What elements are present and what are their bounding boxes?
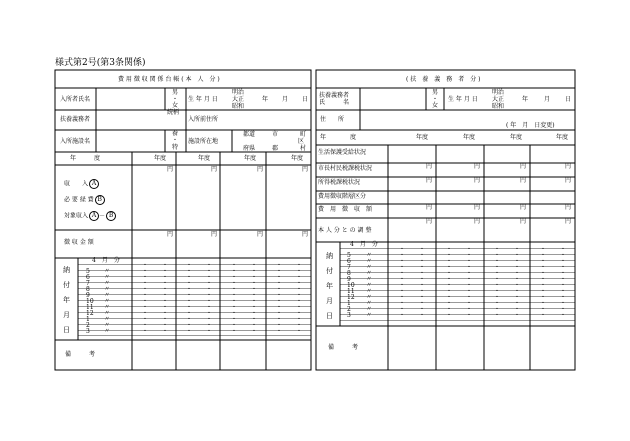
month-number: 1 bbox=[347, 300, 351, 307]
payment-date-char: 納 bbox=[63, 266, 70, 274]
supporter-name-label-1: 扶養義務者 bbox=[319, 92, 350, 99]
left-nendo-2: 年度 bbox=[198, 155, 211, 162]
month-dot-mark: ・ ・ bbox=[276, 286, 307, 293]
month-dot-mark: ・ ・ bbox=[231, 328, 262, 335]
right-nendo-2: 年度 bbox=[463, 134, 476, 141]
month-dot-mark: ・ ・ bbox=[186, 286, 217, 293]
month-dot-mark: ・ ・ bbox=[186, 274, 217, 281]
addr-ku: 区 bbox=[298, 138, 305, 145]
right-sex-male: 男 bbox=[432, 89, 439, 96]
left-yen-6: 円 bbox=[211, 231, 218, 238]
month-dot-mark: ・ ・ bbox=[399, 288, 430, 295]
month-dot-mark: ・ ・ bbox=[231, 280, 262, 287]
month-dot-mark: ・ ・ bbox=[399, 264, 430, 271]
right-yen-b1: 円 bbox=[426, 177, 433, 184]
month-dot-mark: ・ ・ bbox=[231, 310, 262, 317]
left-yen-2: 円 bbox=[211, 166, 218, 173]
month-dot-mark: ・ ・ bbox=[494, 276, 525, 283]
right-birth-month: 月 bbox=[544, 96, 551, 103]
right-yen-c1: 円 bbox=[426, 204, 433, 211]
addr-shi: 市 bbox=[272, 131, 279, 138]
month-dot-mark: ・ ・ bbox=[142, 262, 173, 269]
ditto-mark: 〃 bbox=[366, 306, 373, 313]
type-you: 養 bbox=[172, 130, 179, 137]
right-yen-a4: 円 bbox=[565, 163, 572, 170]
resident-name-label: 入所者氏名 bbox=[60, 96, 91, 103]
month-dot-mark: ・ ・ bbox=[399, 312, 430, 319]
month-dot-mark: ・ ・ bbox=[446, 276, 477, 283]
birth-day: 日 bbox=[302, 96, 309, 103]
month-dot-mark: ・ ・ bbox=[446, 312, 477, 319]
payment-date-char: 付 bbox=[326, 267, 333, 275]
right-nendo-3: 年度 bbox=[510, 134, 523, 141]
month-dot-mark: ・ ・ bbox=[540, 312, 571, 319]
month-dot-mark: ・ ・ bbox=[494, 246, 525, 253]
month-number: 11 bbox=[347, 288, 355, 295]
ditto-mark: 〃 bbox=[366, 300, 373, 307]
month-dot-mark: ・ ・ bbox=[540, 282, 571, 289]
circle-a-icon: A bbox=[89, 179, 99, 189]
circle-a-icon: A bbox=[89, 211, 99, 221]
month-dot-mark: ・ ・ bbox=[276, 292, 307, 299]
ditto-mark: 〃 bbox=[366, 294, 373, 301]
month-number: 10 bbox=[347, 282, 355, 289]
month-dot-mark: ・ ・ bbox=[494, 282, 525, 289]
month-dot-mark: ・ ・ bbox=[186, 298, 217, 305]
month-dot-mark: ・ ・ bbox=[231, 292, 262, 299]
month-number: 3 bbox=[86, 328, 90, 335]
month-dot-mark: ・ ・ bbox=[494, 252, 525, 259]
month-number: 3 bbox=[347, 312, 351, 319]
month-dot-mark: ・ ・ bbox=[540, 258, 571, 265]
month-dot-mark: ・ ・ bbox=[446, 288, 477, 295]
month-dot-mark: ・ ・ bbox=[276, 310, 307, 317]
right-table-border bbox=[316, 70, 575, 370]
payment-date-char: 年 bbox=[326, 282, 333, 290]
birthdate-label: 生 年 月 日 bbox=[188, 96, 218, 103]
right-month-header: 4 月 分 bbox=[350, 241, 378, 248]
row-fee: 費 用 徴 収 額 bbox=[318, 206, 373, 213]
month-number: 12 bbox=[347, 294, 355, 301]
circle-b-icon: B bbox=[106, 211, 116, 221]
right-sex-female: 女 bbox=[432, 102, 439, 109]
right-birth-year: 年 bbox=[522, 96, 529, 103]
right-birth-day: 日 bbox=[565, 96, 572, 103]
ditto-mark: 〃 bbox=[104, 322, 111, 329]
birth-month: 月 bbox=[282, 96, 289, 103]
month-dot-mark: ・ ・ bbox=[142, 304, 173, 311]
month-dot-mark: ・ ・ bbox=[186, 310, 217, 317]
ditto-mark: 〃 bbox=[366, 252, 373, 259]
month-dot-mark: ・ ・ bbox=[540, 276, 571, 283]
month-dot-mark: ・ ・ bbox=[276, 322, 307, 329]
type-toku: 特 bbox=[172, 144, 179, 151]
ditto-mark: 〃 bbox=[366, 270, 373, 277]
left-yen-5: 円 bbox=[167, 231, 174, 238]
month-number: 12 bbox=[86, 310, 94, 317]
facility-address-label: 施設所在地 bbox=[188, 138, 219, 145]
left-nendo-4: 年度 bbox=[291, 155, 304, 162]
collection-amount-label: 徴 収 金 額 bbox=[64, 239, 94, 246]
month-dot-mark: ・ ・ bbox=[540, 252, 571, 259]
month-dot-mark: ・ ・ bbox=[142, 274, 173, 281]
month-number: 7 bbox=[347, 264, 351, 271]
facility-name-label: 入所施設名 bbox=[60, 138, 91, 145]
month-dot-mark: ・ ・ bbox=[494, 258, 525, 265]
month-dot-mark: ・ ・ bbox=[276, 304, 307, 311]
birth-year: 年 bbox=[262, 96, 269, 103]
month-dot-mark: ・ ・ bbox=[276, 262, 307, 269]
left-year-label: 年 度 bbox=[70, 155, 101, 162]
row-income-tax: 所得税課税状況 bbox=[318, 179, 361, 186]
month-dot-mark: ・ ・ bbox=[446, 246, 477, 253]
right-yen-c4: 円 bbox=[565, 204, 572, 211]
left-header: 費 用 徴 収 関 係 台 帳 ( 本 人 分 ) bbox=[118, 76, 220, 83]
ditto-mark: 〃 bbox=[104, 280, 111, 287]
payment-date-char: 付 bbox=[63, 281, 70, 289]
month-number: 5 bbox=[86, 268, 90, 275]
month-dot-mark: ・ ・ bbox=[540, 288, 571, 295]
payment-date-char: 日 bbox=[326, 312, 333, 320]
month-dot-mark: ・ ・ bbox=[446, 252, 477, 259]
sex-male: 男 bbox=[172, 89, 179, 96]
right-year-label: 年 度 bbox=[320, 134, 357, 141]
addr-machi: 町 bbox=[300, 131, 307, 138]
right-yen-a2: 円 bbox=[474, 163, 481, 170]
ditto-mark: 〃 bbox=[104, 286, 111, 293]
month-number: 9 bbox=[86, 292, 90, 299]
month-dot-mark: ・ ・ bbox=[446, 294, 477, 301]
left-yen-3: 円 bbox=[257, 166, 264, 173]
month-dot-mark: ・ ・ bbox=[142, 298, 173, 305]
necessary-expense-label: 必 要 経 費 B bbox=[64, 195, 105, 205]
month-dot-mark: ・ ・ bbox=[142, 286, 173, 293]
month-dot-mark: ・ ・ bbox=[399, 282, 430, 289]
ditto-mark: 〃 bbox=[366, 288, 373, 295]
payment-date-char: 日 bbox=[63, 326, 70, 334]
addr-mura: 村 bbox=[300, 145, 307, 152]
month-dot-mark: ・ ・ bbox=[231, 304, 262, 311]
month-dot-mark: ・ ・ bbox=[399, 246, 430, 253]
month-dot-mark: ・ ・ bbox=[142, 280, 173, 287]
month-dot-mark: ・ ・ bbox=[186, 316, 217, 323]
right-header: ( 扶 養 義 務 者 分 ) bbox=[406, 76, 481, 83]
ditto-mark: 〃 bbox=[366, 282, 373, 289]
month-number: 8 bbox=[347, 270, 351, 277]
month-dot-mark: ・ ・ bbox=[276, 316, 307, 323]
month-dot-mark: ・ ・ bbox=[276, 328, 307, 335]
month-number: 2 bbox=[86, 322, 90, 329]
month-dot-mark: ・ ・ bbox=[186, 268, 217, 275]
month-dot-mark: ・ ・ bbox=[399, 294, 430, 301]
right-era-taisho: 大正 bbox=[492, 96, 505, 103]
month-number: 6 bbox=[86, 274, 90, 281]
right-yen-c3: 円 bbox=[520, 204, 527, 211]
right-sex-dot: ・ bbox=[432, 96, 439, 103]
month-number: 5 bbox=[347, 252, 351, 259]
month-dot-mark: ・ ・ bbox=[186, 322, 217, 329]
month-dot-mark: ・ ・ bbox=[446, 306, 477, 313]
row-municipal-tax: 市長村民税課税状況 bbox=[318, 165, 373, 172]
month-dot-mark: ・ ・ bbox=[142, 328, 173, 335]
month-dot-mark: ・ ・ bbox=[446, 258, 477, 265]
left-yen-8: 円 bbox=[302, 231, 309, 238]
month-dot-mark: ・ ・ bbox=[399, 270, 430, 277]
right-nendo-1: 年度 bbox=[416, 134, 429, 141]
target-income-label: 対象収入 A － B bbox=[64, 211, 116, 221]
month-number: 10 bbox=[86, 298, 94, 305]
month-dot-mark: ・ ・ bbox=[446, 282, 477, 289]
month-dot-mark: ・ ・ bbox=[276, 274, 307, 281]
ditto-mark: 〃 bbox=[366, 312, 373, 319]
month-dot-mark: ・ ・ bbox=[399, 252, 430, 259]
right-yen-a3: 円 bbox=[520, 163, 527, 170]
right-yen-d4: 円 bbox=[565, 218, 572, 225]
row-class: 費用徴収階層区分 bbox=[318, 193, 367, 200]
right-era-showa: 昭和 bbox=[492, 103, 505, 110]
month-number: 11 bbox=[86, 304, 94, 311]
sex-dot: ・ bbox=[172, 96, 179, 103]
ditto-mark: 〃 bbox=[104, 268, 111, 275]
month-number: 2 bbox=[347, 306, 351, 313]
left-remarks-label: 備 考 bbox=[65, 351, 96, 358]
month-dot-mark: ・ ・ bbox=[540, 270, 571, 277]
month-dot-mark: ・ ・ bbox=[540, 306, 571, 313]
month-dot-mark: ・ ・ bbox=[142, 316, 173, 323]
month-number: 9 bbox=[347, 276, 351, 283]
payment-date-char: 月 bbox=[326, 297, 333, 305]
payment-date-char: 月 bbox=[63, 311, 70, 319]
month-dot-mark: ・ ・ bbox=[540, 246, 571, 253]
era-showa: 昭和 bbox=[232, 103, 245, 110]
month-number: 1 bbox=[86, 316, 90, 323]
ditto-mark: 〃 bbox=[366, 276, 373, 283]
supporter-label: 扶養義務者 bbox=[60, 116, 91, 123]
supporter-name-label-2: 氏 名 bbox=[319, 99, 350, 106]
addr-gun: 郡 bbox=[272, 145, 279, 152]
month-dot-mark: ・ ・ bbox=[142, 310, 173, 317]
left-yen-7: 円 bbox=[257, 231, 264, 238]
month-dot-mark: ・ ・ bbox=[231, 262, 262, 269]
right-yen-d1: 円 bbox=[426, 218, 433, 225]
month-dot-mark: ・ ・ bbox=[494, 264, 525, 271]
right-nendo-4: 年度 bbox=[556, 134, 569, 141]
month-dot-mark: ・ ・ bbox=[231, 316, 262, 323]
month-number: 6 bbox=[347, 258, 351, 265]
month-dot-mark: ・ ・ bbox=[231, 298, 262, 305]
month-dot-mark: ・ ・ bbox=[399, 306, 430, 313]
month-dot-mark: ・ ・ bbox=[494, 300, 525, 307]
ditto-mark: 〃 bbox=[366, 264, 373, 271]
era-taisho: 大正 bbox=[232, 96, 245, 103]
row-adjustment: 本 人 分 と の 調 整 bbox=[318, 227, 372, 234]
addr-todo: 都道 bbox=[243, 131, 256, 138]
month-dot-mark: ・ ・ bbox=[231, 274, 262, 281]
month-dot-mark: ・ ・ bbox=[276, 268, 307, 275]
month-dot-mark: ・ ・ bbox=[494, 306, 525, 313]
month-dot-mark: ・ ・ bbox=[186, 262, 217, 269]
circle-b-icon: B bbox=[95, 195, 105, 205]
month-dot-mark: ・ ・ bbox=[142, 322, 173, 329]
month-dot-mark: ・ ・ bbox=[186, 292, 217, 299]
month-dot-mark: ・ ・ bbox=[446, 264, 477, 271]
continuation-label: 続柄 bbox=[167, 109, 180, 116]
ditto-mark: 〃 bbox=[104, 310, 111, 317]
ditto-mark: 〃 bbox=[104, 316, 111, 323]
month-dot-mark: ・ ・ bbox=[399, 276, 430, 283]
left-nendo-1: 年度 bbox=[154, 155, 167, 162]
month-dot-mark: ・ ・ bbox=[186, 328, 217, 335]
right-yen-c2: 円 bbox=[474, 204, 481, 211]
month-dot-mark: ・ ・ bbox=[540, 264, 571, 271]
month-dot-mark: ・ ・ bbox=[446, 300, 477, 307]
left-yen-4: 円 bbox=[302, 166, 309, 173]
month-dot-mark: ・ ・ bbox=[231, 322, 262, 329]
addr-fuken: 府県 bbox=[243, 145, 256, 152]
month-number: 8 bbox=[86, 286, 90, 293]
month-number: 7 bbox=[86, 280, 90, 287]
month-dot-mark: ・ ・ bbox=[494, 288, 525, 295]
right-birthdate-label: 生 年 月 日 bbox=[448, 96, 478, 103]
month-dot-mark: ・ ・ bbox=[399, 258, 430, 265]
month-dot-mark: ・ ・ bbox=[231, 268, 262, 275]
ditto-mark: 〃 bbox=[104, 292, 111, 299]
left-yen-1: 円 bbox=[167, 166, 174, 173]
month-dot-mark: ・ ・ bbox=[186, 280, 217, 287]
right-yen-b2: 円 bbox=[474, 177, 481, 184]
era-meiji: 明治 bbox=[232, 89, 245, 96]
ditto-mark: 〃 bbox=[104, 274, 111, 281]
month-dot-mark: ・ ・ bbox=[276, 280, 307, 287]
left-nendo-3: 年度 bbox=[244, 155, 257, 162]
right-yen-a1: 円 bbox=[426, 163, 433, 170]
ditto-mark: 〃 bbox=[104, 298, 111, 305]
month-dot-mark: ・ ・ bbox=[540, 294, 571, 301]
right-remarks-label: 備 考 bbox=[328, 344, 359, 351]
payment-date-char: 納 bbox=[326, 252, 333, 260]
type-dot: ・ bbox=[172, 137, 179, 144]
month-dot-mark: ・ ・ bbox=[494, 312, 525, 319]
income-label: 収 入 A bbox=[64, 179, 99, 189]
right-yen-b4: 円 bbox=[565, 177, 572, 184]
month-dot-mark: ・ ・ bbox=[399, 300, 430, 307]
left-month-header: 4 月 分 bbox=[92, 257, 120, 264]
month-dot-mark: ・ ・ bbox=[231, 286, 262, 293]
row-welfare: 生活保護受給状況 bbox=[318, 149, 367, 156]
month-dot-mark: ・ ・ bbox=[494, 270, 525, 277]
month-dot-mark: ・ ・ bbox=[446, 270, 477, 277]
month-dot-mark: ・ ・ bbox=[494, 294, 525, 301]
right-yen-b3: 円 bbox=[520, 177, 527, 184]
right-address-label: 住 所 bbox=[320, 116, 345, 123]
month-dot-mark: ・ ・ bbox=[540, 300, 571, 307]
right-era-meiji: 明治 bbox=[492, 89, 505, 96]
prev-address-label: 入所前住所 bbox=[188, 116, 219, 123]
ditto-mark: 〃 bbox=[104, 304, 111, 311]
month-dot-mark: ・ ・ bbox=[142, 292, 173, 299]
right-yen-d2: 円 bbox=[474, 218, 481, 225]
ditto-mark: 〃 bbox=[366, 258, 373, 265]
month-dot-mark: ・ ・ bbox=[142, 268, 173, 275]
month-dot-mark: ・ ・ bbox=[186, 304, 217, 311]
change-note: ( 年 月 日変更) bbox=[506, 122, 555, 129]
sex-female: 女 bbox=[172, 102, 179, 109]
ditto-mark: 〃 bbox=[104, 328, 111, 335]
month-dot-mark: ・ ・ bbox=[276, 298, 307, 305]
right-yen-d3: 円 bbox=[520, 218, 527, 225]
payment-date-char: 年 bbox=[63, 296, 70, 304]
form-title: 様式第2号(第3条関係) bbox=[55, 58, 146, 68]
